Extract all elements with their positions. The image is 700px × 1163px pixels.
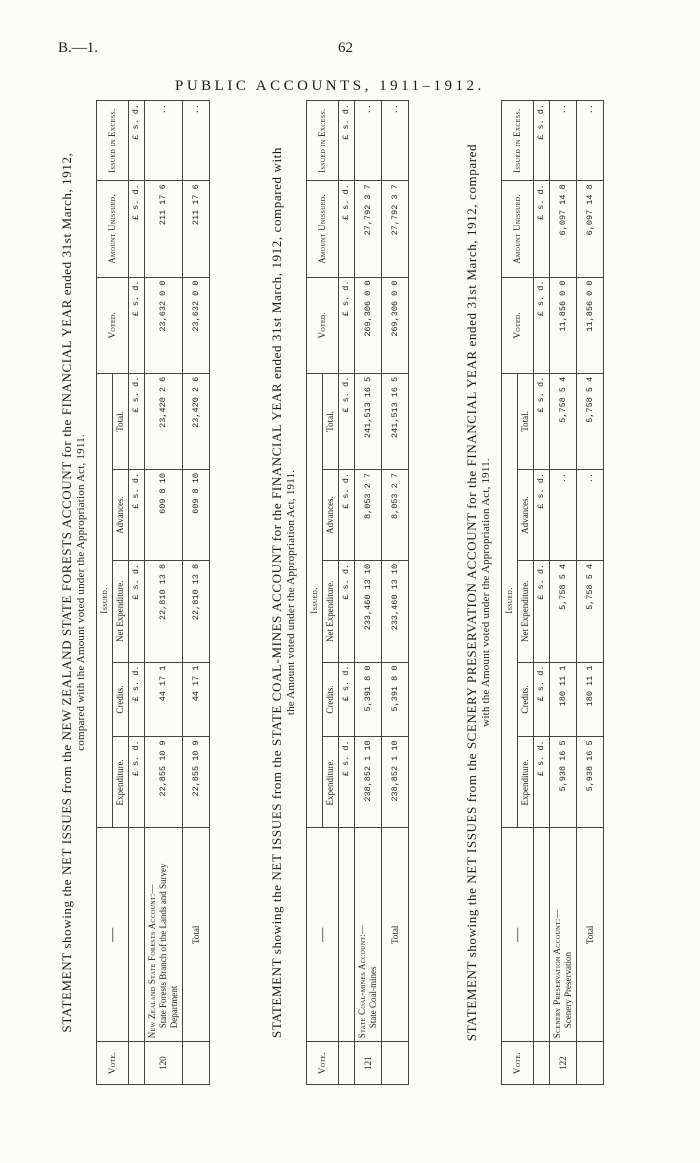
- total-total: 5,758 5 4: [577, 373, 604, 469]
- unit-label: £ s. d.: [129, 470, 145, 561]
- net-expenditure-total: 22,810 13 8: [183, 560, 210, 662]
- advances-header: Advances.: [113, 470, 129, 561]
- total-header: Total.: [323, 373, 339, 469]
- amount-unissued-header: Amount Unissued.: [307, 181, 339, 277]
- description-header: —: [307, 828, 339, 1042]
- amount-unissued-cell: 211 17 6: [145, 181, 183, 277]
- unit-label: £ s. d.: [129, 373, 145, 469]
- amount-unissued-header: Amount Unissued.: [97, 181, 129, 277]
- voted-total: 23,632 0 0: [183, 277, 210, 373]
- net-expenditure-total: 233,460 13 10: [382, 560, 409, 662]
- unit-label: £ s. d.: [339, 560, 355, 662]
- statement-subtitle: the Amount voted under the Appropriation Act, 1911.: [285, 469, 297, 716]
- table-row: [355, 101, 382, 1085]
- net-expenditure-header: Net Expenditure.: [518, 560, 534, 662]
- credits-cell: 180 11 1: [550, 662, 577, 737]
- total-label: Total: [577, 828, 604, 1042]
- issued-in-excess-cell: ..: [550, 101, 577, 181]
- voted-cell: 23,632 0 0: [145, 277, 183, 373]
- page-title: PUBLIC ACCOUNTS, 1911–1912.: [175, 78, 485, 94]
- credits-total: 44 17 1: [183, 662, 210, 737]
- unit-label: £ s. d.: [339, 737, 355, 828]
- credits-header: Credits.: [113, 662, 129, 737]
- issued-in-excess-cell: ..: [145, 101, 183, 181]
- credits-total: 180 11 1: [577, 662, 604, 737]
- expenditure-total: 5,938 16 5: [577, 737, 604, 828]
- amount-unissued-cell: 27,792 3 7: [355, 181, 382, 277]
- vote-number: 120: [145, 1042, 183, 1085]
- unit-label: £ s. d.: [129, 181, 145, 277]
- issued-header: Issued.: [97, 373, 113, 828]
- issued-in-excess-header: Issued in Excess.: [307, 101, 339, 181]
- net-expenditure-header: Net Expenditure.: [113, 560, 129, 662]
- table-row: [145, 101, 183, 1085]
- units-row: [339, 101, 355, 1085]
- vote-header: Vote.: [307, 1042, 339, 1085]
- vote-number: 121: [355, 1042, 382, 1085]
- expenditure-header: Expenditure.: [323, 737, 339, 828]
- expenditure-cell: 22,855 10 9: [145, 737, 183, 828]
- voted-header: Voted.: [502, 277, 534, 373]
- credits-cell: 5,391 8 0: [355, 662, 382, 737]
- statement-table: [501, 100, 604, 1085]
- unit-label: £ s. d.: [129, 560, 145, 662]
- unit-label: £ s. d.: [129, 277, 145, 373]
- expenditure-cell: 238,852 1 10: [355, 737, 382, 828]
- unit-label: £ s. d.: [534, 470, 550, 561]
- unit-label: £ s. d.: [339, 470, 355, 561]
- advances-total: 609 8 10: [183, 470, 210, 561]
- unit-label: £ s. d.: [534, 662, 550, 737]
- statement-title-line: STATEMENT showing the NET ISSUES from the NEW ZEALAND STATE FORESTS ACCOUNT for the FINANCIAL YEAR ended 31st March, 1912,: [59, 152, 74, 1033]
- vote-header: Vote.: [502, 1042, 534, 1085]
- net-expenditure-cell: 22,810 13 8: [145, 560, 183, 662]
- unit-label: £ s. d.: [534, 277, 550, 373]
- unit-label: £ s. d.: [339, 181, 355, 277]
- voted-total: 269,306 0 0: [382, 277, 409, 373]
- item-name: Scenery Preservation: [563, 951, 573, 1029]
- total-total: 23,420 2 6: [183, 373, 210, 469]
- credits-header: Credits.: [518, 662, 534, 737]
- unit-label: £ s. d.: [339, 101, 355, 181]
- statement-subtitle: with the Amount voted under the Appropriation Act, 1911.: [480, 458, 492, 727]
- advances-total: ..: [577, 470, 604, 561]
- voted-header: Voted.: [307, 277, 339, 373]
- unit-label: £ s. d.: [339, 662, 355, 737]
- statement-title: [60, 100, 90, 1085]
- advances-total: 8,053 2 7: [382, 470, 409, 561]
- total-cell: 241,513 16 5: [355, 373, 382, 469]
- unit-label: £ s. d.: [534, 560, 550, 662]
- description-header: —: [97, 828, 129, 1042]
- advances-header: Advances.: [518, 470, 534, 561]
- issued-in-excess-header: Issued in Excess.: [502, 101, 534, 181]
- amount-unissued-total: 27,792 3 7: [382, 181, 409, 277]
- statement-title: [465, 100, 495, 1085]
- issued-in-excess-header: Issued in Excess.: [97, 101, 129, 181]
- total-label: Total: [183, 828, 210, 1042]
- issued-in-excess-total: ..: [382, 101, 409, 181]
- total-label: Total: [382, 828, 409, 1042]
- amount-unissued-total: 211 17 6: [183, 181, 210, 277]
- item-description: [355, 828, 382, 1042]
- issued-in-excess-cell: ..: [355, 101, 382, 181]
- issued-header: Issued.: [307, 373, 323, 828]
- statement-title-line: STATEMENT showing the NET ISSUES from the SCENERY PRESERVATION ACCOUNT for the FINANCIAL YEAR ended 31st March, 1912, compared: [464, 143, 479, 1042]
- voted-cell: 11,856 0 0: [550, 277, 577, 373]
- unit-label: £ s. d.: [129, 662, 145, 737]
- issued-header: Issued.: [502, 373, 518, 828]
- total-row: [382, 101, 409, 1085]
- amount-unissued-total: 6,097 14 8: [577, 181, 604, 277]
- total-total: 241,513 16 5: [382, 373, 409, 469]
- net-expenditure-cell: 233,460 13 10: [355, 560, 382, 662]
- unit-label: £ s. d.: [129, 737, 145, 828]
- unit-label: £ s. d.: [129, 101, 145, 181]
- unit-label: £ s. d.: [534, 101, 550, 181]
- advances-cell: 8,053 2 7: [355, 470, 382, 561]
- page-number: 62: [338, 40, 353, 56]
- net-expenditure-header: Net Expenditure.: [323, 560, 339, 662]
- credits-total: 5,391 8 0: [382, 662, 409, 737]
- expenditure-total: 22,855 10 9: [183, 737, 210, 828]
- unit-label: £ s. d.: [339, 373, 355, 469]
- vote-header: Vote.: [97, 1042, 129, 1085]
- item-name: State Coal-mines: [368, 966, 378, 1029]
- advances-cell: ..: [550, 470, 577, 561]
- voted-header: Voted.: [97, 277, 129, 373]
- amount-unissued-cell: 6,097 14 8: [550, 181, 577, 277]
- account-name: State Coal-mines Account:—: [357, 924, 367, 1039]
- statement-title: [270, 100, 300, 1085]
- statement-table: [306, 100, 409, 1085]
- total-header: Total.: [113, 373, 129, 469]
- total-cell: 23,420 2 6: [145, 373, 183, 469]
- total-row: [577, 101, 604, 1085]
- credits-header: Credits.: [323, 662, 339, 737]
- item-name: State Forests Branch of the Lands and Survey Department: [158, 863, 179, 1029]
- item-description: [145, 828, 183, 1042]
- description-header: —: [502, 828, 534, 1042]
- issued-in-excess-total: ..: [183, 101, 210, 181]
- units-row: [129, 101, 145, 1085]
- vote-number: 122: [550, 1042, 577, 1085]
- total-row: [183, 101, 210, 1085]
- issued-in-excess-total: ..: [577, 101, 604, 181]
- amount-unissued-header: Amount Unissued.: [502, 181, 534, 277]
- total-header: Total.: [518, 373, 534, 469]
- expenditure-cell: 5,938 16 5: [550, 737, 577, 828]
- item-description: [550, 828, 577, 1042]
- expenditure-header: Expenditure.: [518, 737, 534, 828]
- voted-total: 11,856 0 0: [577, 277, 604, 373]
- net-expenditure-total: 5,758 5 4: [577, 560, 604, 662]
- unit-label: £ s. d.: [534, 181, 550, 277]
- units-row: [534, 101, 550, 1085]
- voted-cell: 269,306 0 0: [355, 277, 382, 373]
- unit-label: £ s. d.: [534, 373, 550, 469]
- statement-subtitle: compared with the Amount voted under the Appropriation Act, 1911.: [75, 434, 87, 751]
- expenditure-total: 238,852 1 10: [382, 737, 409, 828]
- net-expenditure-cell: 5,758 5 4: [550, 560, 577, 662]
- statement-coal-mines: [270, 100, 409, 1085]
- statement-table: [96, 100, 210, 1085]
- total-cell: 5,758 5 4: [550, 373, 577, 469]
- credits-cell: 44 17 1: [145, 662, 183, 737]
- unit-label: £ s. d.: [339, 277, 355, 373]
- statement-title-line: STATEMENT showing the NET ISSUES from the STATE COAL-MINES ACCOUNT for the FINANCIAL YEAR ended 31st March, 1912, compared with: [269, 147, 284, 1039]
- account-name: New Zealand State Forests Account:—: [147, 884, 157, 1039]
- statement-scenery-preservation: [465, 100, 604, 1085]
- advances-cell: 609 8 10: [145, 470, 183, 561]
- statement-state-forests: [60, 100, 210, 1085]
- unit-label: £ s. d.: [534, 737, 550, 828]
- table-row: [550, 101, 577, 1085]
- expenditure-header: Expenditure.: [113, 737, 129, 828]
- account-name: Scenery Preservation Account:—: [552, 909, 562, 1039]
- page-ref: B.—1.: [58, 40, 99, 56]
- advances-header: Advances.: [323, 470, 339, 561]
